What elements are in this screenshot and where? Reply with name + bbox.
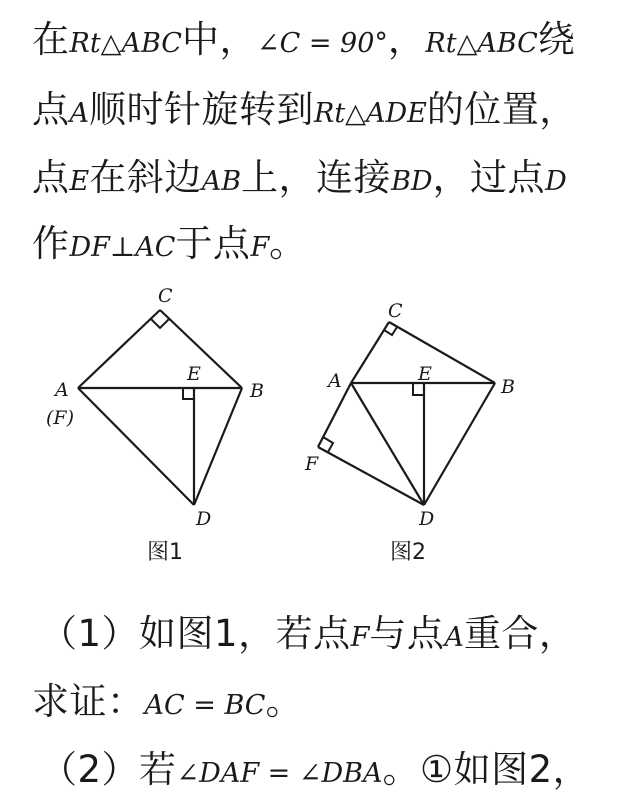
text-run: 。 <box>265 680 303 723</box>
figure-1 <box>46 285 264 565</box>
math-run: ∠DAF = ∠DBA <box>176 758 383 789</box>
text-run: （2）若 <box>40 748 177 791</box>
text-run: ， <box>387 18 426 61</box>
label-e: E <box>418 363 432 385</box>
label-f: F <box>305 453 319 475</box>
math-run: Rt△ADE <box>314 98 427 129</box>
label-a: A <box>55 379 69 401</box>
text-run: 在 <box>32 18 70 61</box>
right-angle-mark-c <box>151 319 169 328</box>
math-run: AC = BC <box>144 690 266 721</box>
segment-cb <box>160 310 242 388</box>
text-run: 求证： <box>32 680 145 723</box>
text-run: 绕 <box>537 18 576 61</box>
label-a: A <box>328 370 342 392</box>
label-e: E <box>187 363 201 385</box>
segment-ac <box>78 310 160 388</box>
math-run: AB <box>201 166 242 197</box>
text-run: 上，连接 <box>241 156 392 199</box>
figure-caption: 图2 <box>390 540 426 565</box>
question-1-line-2 <box>32 680 303 728</box>
text-run: 。①如图2， <box>382 748 591 791</box>
figure-2 <box>304 300 515 565</box>
math-run: D <box>545 166 567 197</box>
segment-fd <box>318 447 424 505</box>
text-run: 中， <box>181 18 257 61</box>
text-run: ，过点 <box>432 156 546 199</box>
segment-cb <box>389 322 495 383</box>
math-run: Rt△ABC <box>425 28 538 59</box>
segment-ad <box>351 383 424 505</box>
text-run: 重合， <box>463 612 577 655</box>
text-run: 于点 <box>175 222 251 265</box>
segment-ac <box>351 322 389 383</box>
figure-caption: 图1 <box>147 540 183 565</box>
math-run: A <box>69 98 89 129</box>
math-run: BD <box>391 166 433 197</box>
math-run: F <box>250 232 270 263</box>
math-run: DF⊥AC <box>69 232 176 263</box>
math-run: A <box>444 622 464 653</box>
segment-bd <box>424 383 495 505</box>
label-b: B <box>501 376 515 398</box>
label-d: D <box>196 508 212 530</box>
question-1-line-1 <box>40 612 576 660</box>
label-d: D <box>419 508 435 530</box>
text-run: 点 <box>32 156 70 199</box>
segment-bd <box>194 388 242 505</box>
math-run: E <box>69 166 90 197</box>
text-run: 。 <box>269 222 307 265</box>
right-angle-mark-e <box>183 388 194 399</box>
label-c: C <box>158 285 173 307</box>
text-run: 顺时针旋转到 <box>89 88 314 131</box>
segment-ad <box>78 388 194 505</box>
question-2-line-1 <box>40 748 590 796</box>
label-f: (F) <box>46 407 75 429</box>
label-c: C <box>388 300 403 322</box>
text-run: （1）如图1，若点 <box>40 612 351 655</box>
text-run: 在斜边 <box>89 156 202 199</box>
text-run: 点 <box>32 88 70 131</box>
label-b: B <box>250 380 264 402</box>
math-run: Rt△ABC <box>69 28 182 59</box>
text-run: 作 <box>32 222 70 265</box>
text-run: 与点 <box>369 612 445 655</box>
math-run: ∠C = 90° <box>256 28 388 59</box>
text-run: 的位置， <box>426 88 577 131</box>
math-run: F <box>350 622 370 653</box>
